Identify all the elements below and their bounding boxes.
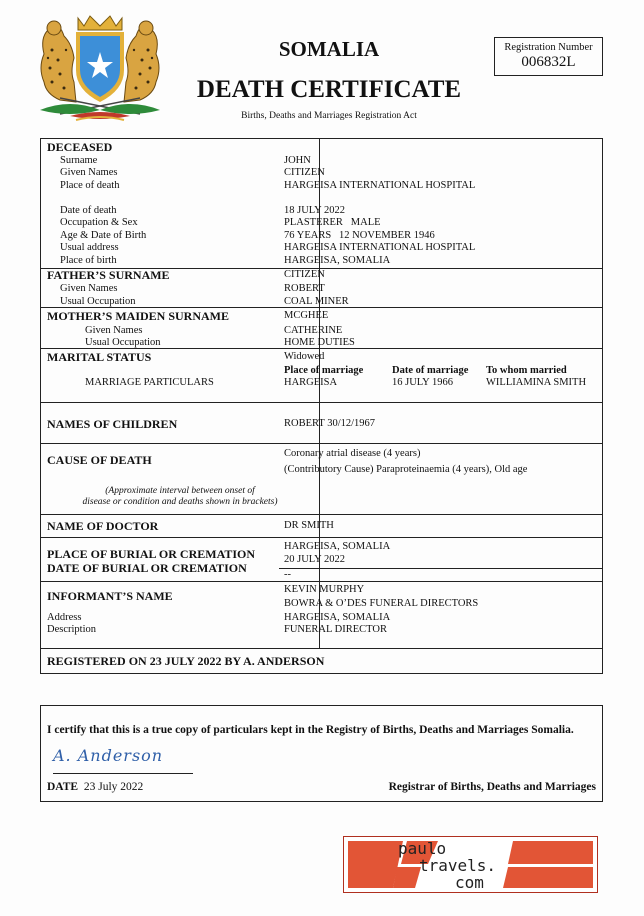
burial-extra-value: -- xyxy=(284,569,291,580)
informant-name-value: KEVIN MURPHY xyxy=(284,584,365,595)
place-of-death-label: Place of death xyxy=(60,180,120,191)
cause-note-line2: disease or condition and deaths shown in brackets) xyxy=(82,497,278,507)
registrar-signature: A. Anderson xyxy=(53,746,164,765)
marital-heading: MARITAL STATUS xyxy=(47,350,152,364)
mother-given-names-value: CATHERINE xyxy=(284,325,343,336)
registration-number-box xyxy=(494,37,603,76)
document-title: DEATH CERTIFICATE xyxy=(196,76,462,103)
father-surname-value: CITIZEN xyxy=(284,269,325,280)
logo-line1: paulo xyxy=(398,839,447,858)
burial-place-value: HARGEISA, SOMALIA xyxy=(284,541,391,552)
row-divider xyxy=(41,348,602,349)
to-whom-married-header: To whom married xyxy=(486,365,567,376)
row-divider xyxy=(41,581,602,582)
occupation-sex-label: Occupation & Sex xyxy=(60,217,138,228)
children-heading: NAMES OF CHILDREN xyxy=(47,417,178,431)
to-whom-married-value: WILLIAMINA SMITH xyxy=(486,377,587,388)
country-title: SOMALIA xyxy=(278,37,380,61)
row-divider xyxy=(41,648,602,649)
registered-statement: REGISTERED ON 23 JULY 2022 BY A. ANDERSON xyxy=(47,654,325,668)
date-of-death-label: Date of death xyxy=(60,205,117,216)
registration-number-label: Registration Number xyxy=(504,42,593,53)
row-divider xyxy=(41,537,602,538)
doctor-value: DR SMITH xyxy=(284,520,334,531)
children-value: ROBERT 30/12/1967 xyxy=(284,418,376,429)
place-of-marriage-value: HARGEISA xyxy=(284,377,338,388)
father-heading: FATHER’S SURNAME xyxy=(47,268,170,282)
cause-heading: CAUSE OF DEATH xyxy=(47,453,152,467)
usual-address-value: HARGEISA INTERNATIONAL HOSPITAL xyxy=(284,242,476,253)
father-occupation-label: Usual Occupation xyxy=(60,296,136,307)
place-of-birth-label: Place of birth xyxy=(60,255,117,266)
marital-status-value: Widowed xyxy=(284,351,325,362)
mother-heading: MOTHER’S MAIDEN SURNAME xyxy=(47,309,230,323)
certification-box xyxy=(40,705,603,802)
cause-line1: Coronary atrial disease (4 years) xyxy=(284,448,421,459)
cause-line2: (Contributory Cause) Paraproteinaemia (4 years), Old age xyxy=(284,464,528,475)
burial-date-value: 20 JULY 2022 xyxy=(284,554,345,565)
signature-line xyxy=(53,773,193,774)
informant-address-value: HARGEISA, SOMALIA xyxy=(284,612,391,623)
age-dob-label: Age & Date of Birth xyxy=(60,230,147,241)
age-dob-value: 76 YEARS 12 NOVEMBER 1946 xyxy=(284,230,435,241)
surname-label: Surname xyxy=(60,155,98,166)
informant-heading: INFORMANT’S NAME xyxy=(47,589,173,603)
certification-date-value: 23 July 2022 xyxy=(83,781,144,793)
row-divider xyxy=(41,443,602,444)
informant-org-value: BOWRA & O’DES FUNERAL DIRECTORS xyxy=(284,598,479,609)
coat-of-arms-icon xyxy=(30,10,170,125)
father-occupation-value: COAL MINER xyxy=(284,296,349,307)
cause-note-line1: (Approximate interval between onset of xyxy=(105,486,255,496)
marriage-particulars-label: MARRIAGE PARTICULARS xyxy=(85,377,214,388)
place-of-birth-value: HARGEISA, SOMALIA xyxy=(284,255,391,266)
row-divider xyxy=(41,402,602,403)
father-given-names-label: Given Names xyxy=(60,283,118,294)
given-names-label: Given Names xyxy=(60,167,118,178)
place-of-death-value: HARGEISA INTERNATIONAL HOSPITAL xyxy=(284,180,476,191)
burial-date-heading: DATE OF BURIAL OR CREMATION xyxy=(47,561,247,575)
act-subtitle: Births, Deaths and Marriages Registration Act xyxy=(241,111,417,121)
certification-date xyxy=(47,781,143,794)
doctor-heading: NAME OF DOCTOR xyxy=(47,519,159,533)
mother-surname-value: MCGHEE xyxy=(284,310,329,321)
deceased-heading: DECEASED xyxy=(47,140,113,154)
logo-line2: travels. xyxy=(419,856,497,875)
given-names-value: CITIZEN xyxy=(284,167,325,178)
logo-line3: com xyxy=(455,873,484,892)
place-of-marriage-header: Place of marriage xyxy=(284,365,364,376)
paulo-travels-logo xyxy=(343,836,598,893)
informant-description-label: Description xyxy=(47,624,96,635)
mother-given-names-label: Given Names xyxy=(85,325,143,336)
usual-address-label: Usual address xyxy=(60,242,119,253)
informant-address-label: Address xyxy=(47,612,82,623)
date-of-marriage-header: Date of marriage xyxy=(392,365,469,376)
date-of-death-value: 18 JULY 2022 xyxy=(284,205,345,216)
mother-occupation-label: Usual Occupation xyxy=(85,337,161,348)
certificate-table xyxy=(40,138,603,674)
mother-occupation-value: HOME DUTIES xyxy=(284,337,355,348)
row-divider xyxy=(279,568,602,569)
burial-place-heading: PLACE OF BURIAL OR CREMATION xyxy=(47,547,256,561)
occupation-sex-value: PLASTERER MALE xyxy=(284,217,381,228)
informant-description-value: FUNERAL DIRECTOR xyxy=(284,624,387,635)
certification-date-label: DATE xyxy=(47,781,79,793)
father-given-names-value: ROBERT xyxy=(284,283,325,294)
date-of-marriage-value: 16 JULY 1966 xyxy=(392,377,453,388)
registration-number: 006832L xyxy=(521,54,576,70)
row-divider xyxy=(41,514,602,515)
row-divider xyxy=(41,307,602,308)
certification-statement: I certify that this is a true copy of particulars kept in the Registry of Births, Deaths and Marriages Somalia. xyxy=(47,724,574,736)
surname-value: JOHN xyxy=(284,155,311,166)
registrar-title: Registrar of Births, Deaths and Marriages xyxy=(388,781,596,793)
